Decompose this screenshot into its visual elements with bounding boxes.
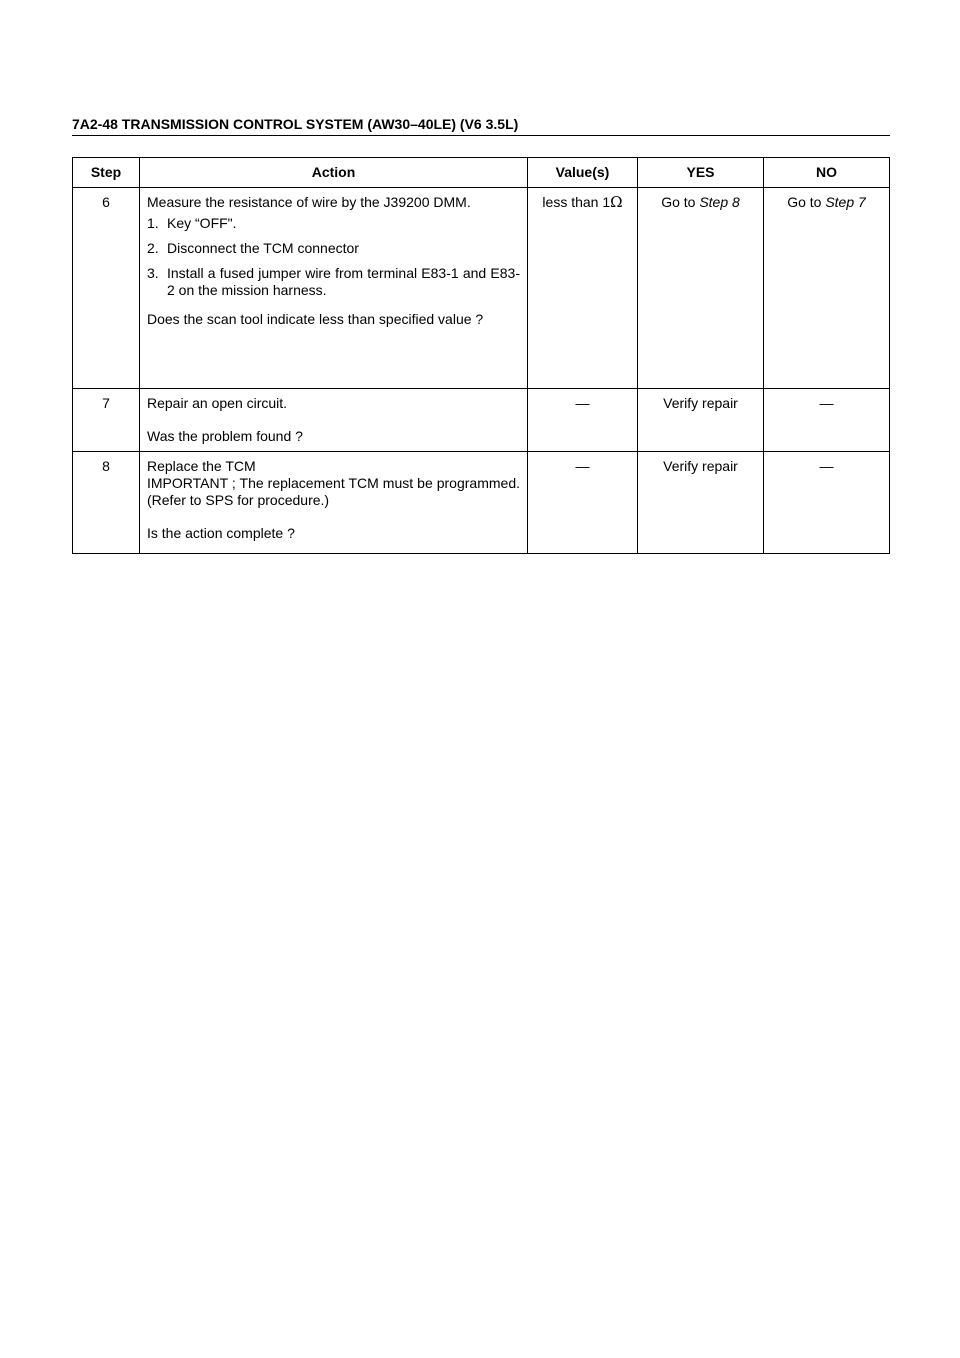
- step-number: 6: [73, 188, 140, 389]
- substep-item: [147, 240, 520, 257]
- yes-cell: Verify repair: [638, 389, 764, 452]
- column-header-yes: YES: [638, 158, 764, 188]
- yes-cell: [638, 188, 764, 389]
- column-header-action: Action: [140, 158, 528, 188]
- action-question: Does the scan tool indicate less than specified value ?: [147, 311, 484, 327]
- substep-item: [147, 215, 520, 232]
- action-cell: [140, 389, 528, 452]
- no-cell: —: [764, 389, 890, 452]
- substep-number: 3.: [147, 265, 159, 281]
- substep-text: Disconnect the TCM connector: [167, 240, 359, 256]
- no-cell: [764, 188, 890, 389]
- yes-cell: Verify repair: [638, 452, 764, 554]
- action-cell: [140, 188, 528, 389]
- value-text: less than 1: [542, 194, 611, 210]
- substep-list: [147, 215, 520, 299]
- substep-text: Install a fused jumper wire from terminal E83-1 and E83-2 on the mission harness.: [167, 265, 520, 298]
- substep-number: 1.: [147, 215, 159, 231]
- important-note: IMPORTANT ; The replacement TCM must be programmed. (Refer to SPS for procedure.): [147, 475, 520, 508]
- ohm-unit: Ω: [610, 193, 623, 211]
- no-goto-step-link[interactable]: Step 7: [825, 194, 866, 210]
- value-cell: —: [528, 452, 638, 554]
- column-header-no: NO: [764, 158, 890, 188]
- action-question: Is the action complete ?: [147, 525, 295, 541]
- no-cell: —: [764, 452, 890, 554]
- action-cell: [140, 452, 528, 554]
- value-cell: —: [528, 389, 638, 452]
- value-cell: [528, 188, 638, 389]
- action-text: Repair an open circuit.: [147, 395, 288, 411]
- substep-item: [147, 265, 520, 299]
- step-number: 7: [73, 389, 140, 452]
- diagnostic-procedure-table: [72, 157, 890, 554]
- table-row-step-8: [73, 452, 890, 554]
- page-header-title: 7A2-48 TRANSMISSION CONTROL SYSTEM (AW30–40LE) (V6 3.5L): [72, 116, 890, 136]
- table-row-step-7: [73, 389, 890, 452]
- substep-text: Key “OFF".: [167, 215, 237, 231]
- column-header-step: Step: [73, 158, 140, 188]
- action-question: Was the problem found ?: [147, 428, 303, 444]
- step-number: 8: [73, 452, 140, 554]
- action-intro: Measure the resistance of wire by the J39200 DMM.: [147, 194, 471, 210]
- action-text: Replace the TCM: [147, 458, 256, 474]
- column-header-values: Value(s): [528, 158, 638, 188]
- table-row-step-6: [73, 188, 890, 389]
- substep-number: 2.: [147, 240, 159, 256]
- yes-prefix: Go to: [661, 194, 700, 210]
- no-prefix: Go to: [787, 194, 826, 210]
- table-header-row: [73, 158, 890, 188]
- yes-goto-step-link[interactable]: Step 8: [699, 194, 740, 210]
